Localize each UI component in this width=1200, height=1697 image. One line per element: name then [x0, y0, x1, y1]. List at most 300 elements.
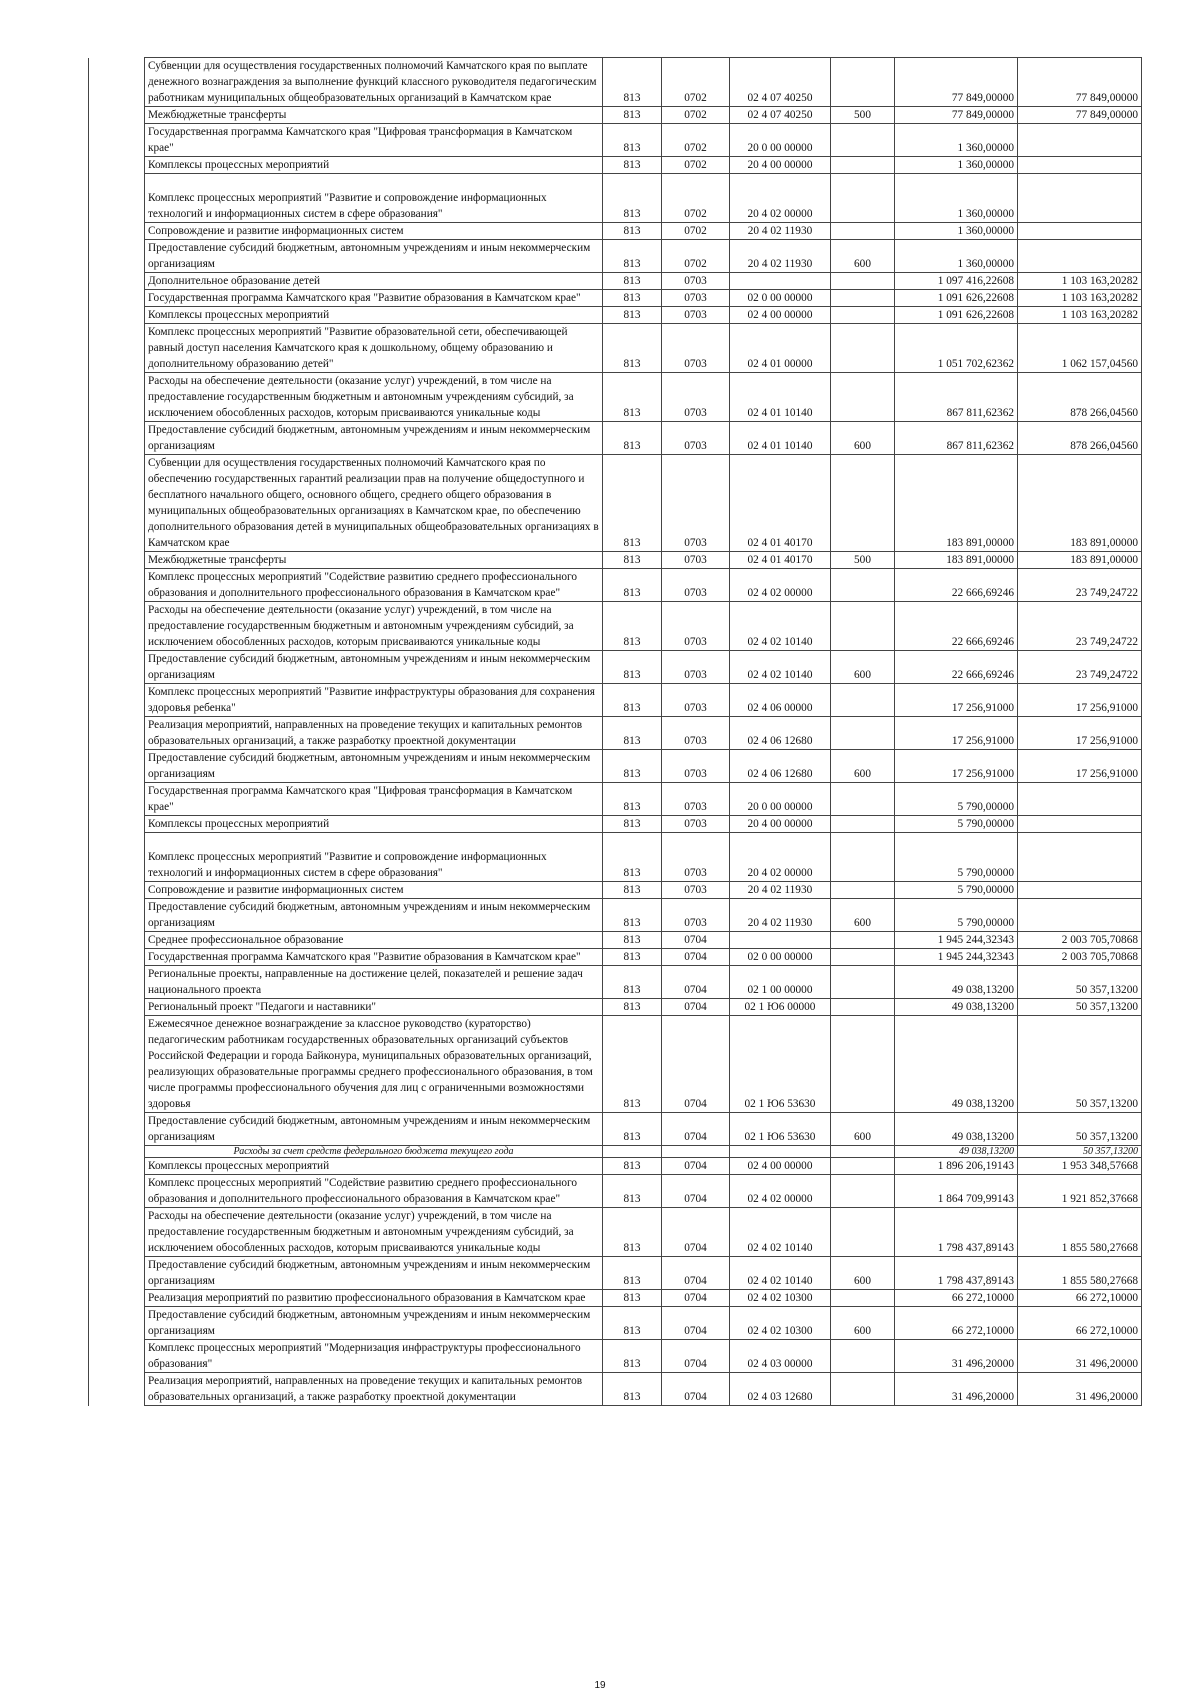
- section-code: 0703: [662, 290, 730, 307]
- target-item-code: 02 4 02 10300: [730, 1307, 831, 1340]
- table-row: [89, 240, 1142, 273]
- ministry-code: 813: [603, 124, 662, 157]
- amount-year-1: 66 272,10000: [895, 1290, 1018, 1307]
- table-row: [89, 816, 1142, 833]
- expense-type-code: [831, 932, 895, 949]
- section-code: 0702: [662, 174, 730, 223]
- expense-type-code: 600: [831, 240, 895, 273]
- margin-cell: [89, 373, 145, 422]
- amount-year-1: 867 811,62362: [895, 422, 1018, 455]
- amount-year-1: 22 666,69246: [895, 651, 1018, 684]
- amount-year-2: [1018, 223, 1142, 240]
- ministry-code: 813: [603, 1257, 662, 1290]
- amount-year-2: 77 849,00000: [1018, 58, 1142, 107]
- section-code: 0704: [662, 932, 730, 949]
- section-code: 0703: [662, 422, 730, 455]
- section-code: 0704: [662, 1340, 730, 1373]
- ministry-code: 813: [603, 1290, 662, 1307]
- amount-year-2: 1 062 157,04560: [1018, 324, 1142, 373]
- amount-year-2: 31 496,20000: [1018, 1373, 1142, 1406]
- expense-type-code: [831, 174, 895, 223]
- section-code: 0703: [662, 373, 730, 422]
- item-name: Комплекс процессных мероприятий "Содействие развитию среднего профессионального образования и дополнительного профессионального образования в Камчатском крае": [145, 569, 603, 602]
- section-code: [662, 1146, 730, 1158]
- margin-cell: [89, 1158, 145, 1175]
- ministry-code: 813: [603, 422, 662, 455]
- ministry-code: 813: [603, 455, 662, 552]
- amount-year-2: 1 921 852,37668: [1018, 1175, 1142, 1208]
- table-row: [89, 1113, 1142, 1146]
- target-item-code: 02 4 03 12680: [730, 1373, 831, 1406]
- item-name: Межбюджетные трансферты: [145, 552, 603, 569]
- target-item-code: 02 1 00 00000: [730, 966, 831, 999]
- amount-year-1: 1 097 416,22608: [895, 273, 1018, 290]
- expense-type-code: [831, 157, 895, 174]
- table-row: [89, 1175, 1142, 1208]
- target-item-code: 20 4 00 00000: [730, 816, 831, 833]
- ministry-code: 813: [603, 58, 662, 107]
- section-code: 0703: [662, 717, 730, 750]
- margin-cell: [89, 307, 145, 324]
- table-row: [89, 107, 1142, 124]
- amount-year-2: 50 357,13200: [1018, 999, 1142, 1016]
- target-item-code: [730, 932, 831, 949]
- table-row: [89, 833, 1142, 882]
- target-item-code: 20 4 02 11930: [730, 240, 831, 273]
- margin-cell: [89, 157, 145, 174]
- table-row: [89, 455, 1142, 552]
- margin-cell: [89, 602, 145, 651]
- amount-year-2: 77 849,00000: [1018, 107, 1142, 124]
- target-item-code: 20 4 02 00000: [730, 174, 831, 223]
- expense-type-code: [831, 223, 895, 240]
- expense-type-code: [831, 273, 895, 290]
- amount-year-1: 17 256,91000: [895, 684, 1018, 717]
- section-code: 0702: [662, 157, 730, 174]
- amount-year-1: 1 945 244,32343: [895, 949, 1018, 966]
- section-code: 0703: [662, 307, 730, 324]
- target-item-code: 02 4 07 40250: [730, 58, 831, 107]
- item-name: Расходы на обеспечение деятельности (оказание услуг) учреждений, в том числе на предоставление государственным бюджетным и автономным учреждениям субсидий, за исключением обособленных расходов, которым присваиваются уникальные коды: [145, 602, 603, 651]
- amount-year-2: 1 855 580,27668: [1018, 1257, 1142, 1290]
- amount-year-1: 1 360,00000: [895, 240, 1018, 273]
- amount-year-2: 1 103 163,20282: [1018, 307, 1142, 324]
- section-code: 0703: [662, 569, 730, 602]
- table-row: [89, 750, 1142, 783]
- section-code: 0703: [662, 273, 730, 290]
- margin-cell: [89, 455, 145, 552]
- section-code: 0704: [662, 1175, 730, 1208]
- amount-year-1: 22 666,69246: [895, 602, 1018, 651]
- expense-type-code: 600: [831, 750, 895, 783]
- margin-cell: [89, 1290, 145, 1307]
- target-item-code: 02 4 06 00000: [730, 684, 831, 717]
- amount-year-2: 2 003 705,70868: [1018, 949, 1142, 966]
- item-name: Дополнительное образование детей: [145, 273, 603, 290]
- table-row: [89, 966, 1142, 999]
- margin-cell: [89, 58, 145, 107]
- amount-year-2: [1018, 157, 1142, 174]
- expense-type-code: [831, 1373, 895, 1406]
- table-row: [89, 717, 1142, 750]
- expense-type-code: 500: [831, 107, 895, 124]
- margin-cell: [89, 949, 145, 966]
- table-row: [89, 422, 1142, 455]
- target-item-code: 02 4 02 10300: [730, 1290, 831, 1307]
- section-code: 0704: [662, 1016, 730, 1113]
- expense-type-code: [831, 455, 895, 552]
- amount-year-2: 50 357,13200: [1018, 1016, 1142, 1113]
- amount-year-1: 1 051 702,62362: [895, 324, 1018, 373]
- item-name: Реализация мероприятий по развитию профессионального образования в Камчатском крае: [145, 1290, 603, 1307]
- target-item-code: 20 0 00 00000: [730, 783, 831, 816]
- table-row: [89, 569, 1142, 602]
- amount-year-1: 5 790,00000: [895, 816, 1018, 833]
- amount-year-1: 77 849,00000: [895, 58, 1018, 107]
- ministry-code: 813: [603, 1158, 662, 1175]
- target-item-code: 02 4 06 12680: [730, 717, 831, 750]
- table-row: [89, 552, 1142, 569]
- table-row: [89, 899, 1142, 932]
- section-code: 0703: [662, 816, 730, 833]
- target-item-code: 02 4 02 10140: [730, 651, 831, 684]
- target-item-code: 02 4 01 40170: [730, 552, 831, 569]
- ministry-code: 813: [603, 966, 662, 999]
- table-row: [89, 1016, 1142, 1113]
- ministry-code: 813: [603, 932, 662, 949]
- amount-year-2: [1018, 816, 1142, 833]
- margin-cell: [89, 932, 145, 949]
- item-name: Комплексы процессных мероприятий: [145, 1158, 603, 1175]
- ministry-code: 813: [603, 684, 662, 717]
- budget-table-body: [89, 58, 1142, 1406]
- ministry-code: 813: [603, 882, 662, 899]
- target-item-code: 20 0 00 00000: [730, 124, 831, 157]
- amount-year-1: 17 256,91000: [895, 750, 1018, 783]
- table-row: [89, 157, 1142, 174]
- target-item-code: 02 4 00 00000: [730, 307, 831, 324]
- amount-year-2: 1 953 348,57668: [1018, 1158, 1142, 1175]
- margin-cell: [89, 899, 145, 932]
- amount-year-2: 183 891,00000: [1018, 552, 1142, 569]
- amount-year-2: 17 256,91000: [1018, 684, 1142, 717]
- target-item-code: 02 4 02 10140: [730, 1208, 831, 1257]
- amount-year-1: 1 360,00000: [895, 223, 1018, 240]
- item-name: Сопровождение и развитие информационных систем: [145, 223, 603, 240]
- item-name: Реализация мероприятий, направленных на проведение текущих и капитальных ремонтов образовательных организаций, а также разработку проектной документации: [145, 717, 603, 750]
- section-code: 0702: [662, 107, 730, 124]
- ministry-code: 813: [603, 552, 662, 569]
- item-name: Государственная программа Камчатского края "Цифровая трансформация в Камчатском крае": [145, 124, 603, 157]
- margin-cell: [89, 124, 145, 157]
- amount-year-2: 23 749,24722: [1018, 651, 1142, 684]
- expense-type-code: [831, 1290, 895, 1307]
- expense-type-code: 600: [831, 899, 895, 932]
- item-name: Предоставление субсидий бюджетным, автономным учреждениям и иным некоммерческим организациям: [145, 1307, 603, 1340]
- amount-year-1: 49 038,13200: [895, 1016, 1018, 1113]
- table-row: [89, 1158, 1142, 1175]
- amount-year-1: 1 864 709,99143: [895, 1175, 1018, 1208]
- section-code: 0704: [662, 1158, 730, 1175]
- margin-cell: [89, 1373, 145, 1406]
- amount-year-2: [1018, 174, 1142, 223]
- amount-year-2: [1018, 833, 1142, 882]
- amount-year-2: [1018, 240, 1142, 273]
- expense-type-code: [831, 1175, 895, 1208]
- expense-type-code: [831, 882, 895, 899]
- amount-year-1: 5 790,00000: [895, 783, 1018, 816]
- item-name: Расходы на обеспечение деятельности (оказание услуг) учреждений, в том числе на предоставление государственным бюджетным и автономным учреждениям субсидий, за исключением обособленных расходов, которым присваиваются уникальные коды: [145, 373, 603, 422]
- target-item-code: 02 4 01 40170: [730, 455, 831, 552]
- target-item-code: 02 4 07 40250: [730, 107, 831, 124]
- item-name: Ежемесячное денежное вознаграждение за классное руководство (кураторство) педагогическим работникам государственных образовательных организаций субъектов Российской Федерации и города Байконура, муниципальных образовательных организаций, реализующих образовательные программы среднего профессионального образования, в том числе программы профессионального обучения для лиц с ограниченными возможностями здоровья: [145, 1016, 603, 1113]
- target-item-code: 02 0 00 00000: [730, 290, 831, 307]
- expense-type-code: 600: [831, 1307, 895, 1340]
- expense-type-code: [831, 816, 895, 833]
- expense-type-code: [831, 1146, 895, 1158]
- table-row: [89, 124, 1142, 157]
- target-item-code: 02 0 00 00000: [730, 949, 831, 966]
- ministry-code: 813: [603, 999, 662, 1016]
- margin-cell: [89, 223, 145, 240]
- amount-year-1: 5 790,00000: [895, 882, 1018, 899]
- ministry-code: 813: [603, 324, 662, 373]
- table-row: [89, 58, 1142, 107]
- target-item-code: 20 4 02 11930: [730, 223, 831, 240]
- item-name: Расходы на обеспечение деятельности (оказание услуг) учреждений, в том числе на предоставление государственным бюджетным и автономным учреждениям субсидий, за исключением обособленных расходов, которым присваиваются уникальные коды: [145, 1208, 603, 1257]
- expense-type-code: [831, 999, 895, 1016]
- expense-type-code: [831, 717, 895, 750]
- amount-year-1: 66 272,10000: [895, 1307, 1018, 1340]
- section-code: 0704: [662, 949, 730, 966]
- amount-year-2: [1018, 899, 1142, 932]
- margin-cell: [89, 552, 145, 569]
- table-row: [89, 602, 1142, 651]
- section-code: 0703: [662, 899, 730, 932]
- ministry-code: 813: [603, 107, 662, 124]
- ministry-code: 813: [603, 833, 662, 882]
- amount-year-1: 49 038,13200: [895, 999, 1018, 1016]
- margin-cell: [89, 107, 145, 124]
- margin-cell: [89, 833, 145, 882]
- table-row: [89, 882, 1142, 899]
- amount-year-1: 49 038,13200: [895, 1113, 1018, 1146]
- amount-year-1: 1 798 437,89143: [895, 1257, 1018, 1290]
- amount-year-2: 50 357,13200: [1018, 1113, 1142, 1146]
- expense-type-code: [831, 373, 895, 422]
- section-code: 0704: [662, 1290, 730, 1307]
- section-code: 0702: [662, 240, 730, 273]
- expense-type-code: [831, 58, 895, 107]
- section-code: 0704: [662, 1208, 730, 1257]
- target-item-code: [730, 1146, 831, 1158]
- margin-cell: [89, 966, 145, 999]
- target-item-code: 02 4 01 00000: [730, 324, 831, 373]
- expense-type-code: [831, 684, 895, 717]
- table-row: [89, 324, 1142, 373]
- ministry-code: 813: [603, 1113, 662, 1146]
- table-row: [89, 651, 1142, 684]
- expense-type-code: [831, 324, 895, 373]
- item-name: Комплексы процессных мероприятий: [145, 307, 603, 324]
- margin-cell: [89, 1307, 145, 1340]
- amount-year-2: 1 855 580,27668: [1018, 1208, 1142, 1257]
- target-item-code: 02 4 06 12680: [730, 750, 831, 783]
- ministry-code: 813: [603, 949, 662, 966]
- margin-cell: [89, 651, 145, 684]
- ministry-code: 813: [603, 1307, 662, 1340]
- table-row: [89, 1208, 1142, 1257]
- section-code: 0703: [662, 783, 730, 816]
- margin-cell: [89, 569, 145, 602]
- ministry-code: 813: [603, 569, 662, 602]
- amount-year-2: 878 266,04560: [1018, 373, 1142, 422]
- margin-cell: [89, 1016, 145, 1113]
- margin-cell: [89, 999, 145, 1016]
- target-item-code: 02 4 00 00000: [730, 1158, 831, 1175]
- target-item-code: 02 4 02 10140: [730, 602, 831, 651]
- expense-type-code: [831, 1016, 895, 1113]
- margin-cell: [89, 1146, 145, 1158]
- amount-year-2: 23 749,24722: [1018, 602, 1142, 651]
- table-row: [89, 1290, 1142, 1307]
- margin-cell: [89, 290, 145, 307]
- margin-cell: [89, 882, 145, 899]
- section-code: 0704: [662, 1307, 730, 1340]
- margin-cell: [89, 1340, 145, 1373]
- target-item-code: 02 4 02 00000: [730, 569, 831, 602]
- expense-type-code: [831, 1340, 895, 1373]
- table-row: [89, 932, 1142, 949]
- amount-year-1: 17 256,91000: [895, 717, 1018, 750]
- item-name: Субвенции для осуществления государственных полномочий Камчатского края по выплате денежного вознаграждения за выполнение функций классного руководителя педагогическим работникам муниципальных общеобразовательных организаций в Камчатском крае: [145, 58, 603, 107]
- margin-cell: [89, 750, 145, 783]
- amount-year-2: 66 272,10000: [1018, 1290, 1142, 1307]
- target-item-code: 20 4 02 11930: [730, 899, 831, 932]
- margin-cell: [89, 783, 145, 816]
- item-name: Государственная программа Камчатского края "Развитие образования в Камчатском крае": [145, 290, 603, 307]
- section-code: 0704: [662, 1373, 730, 1406]
- expense-type-code: 600: [831, 651, 895, 684]
- margin-cell: [89, 1257, 145, 1290]
- ministry-code: [603, 1146, 662, 1158]
- amount-year-2: 66 272,10000: [1018, 1307, 1142, 1340]
- amount-year-1: 1 360,00000: [895, 174, 1018, 223]
- ministry-code: 813: [603, 1340, 662, 1373]
- table-row: [89, 290, 1142, 307]
- section-code: 0704: [662, 1113, 730, 1146]
- amount-year-2: 183 891,00000: [1018, 455, 1142, 552]
- expense-type-code: [831, 569, 895, 602]
- expense-type-code: [831, 949, 895, 966]
- margin-cell: [89, 1175, 145, 1208]
- section-code: 0702: [662, 223, 730, 240]
- ministry-code: 813: [603, 1016, 662, 1113]
- table-row: [89, 1146, 1142, 1158]
- table-row: [89, 1257, 1142, 1290]
- item-name: Комплекс процессных мероприятий "Развитие образовательной сети, обеспечивающей равный доступ населения Камчатского края к дошкольному, общему образованию и дополнительному образованию детей": [145, 324, 603, 373]
- expense-type-code: [831, 290, 895, 307]
- section-code: 0704: [662, 1257, 730, 1290]
- ministry-code: 813: [603, 174, 662, 223]
- section-code: 0702: [662, 58, 730, 107]
- amount-year-1: 31 496,20000: [895, 1373, 1018, 1406]
- target-item-code: 02 1 Ю6 53630: [730, 1016, 831, 1113]
- amount-year-1: 77 849,00000: [895, 107, 1018, 124]
- item-name: Предоставление субсидий бюджетным, автономным учреждениям и иным некоммерческим организациям: [145, 750, 603, 783]
- amount-year-2: [1018, 124, 1142, 157]
- item-name: Реализация мероприятий, направленных на проведение текущих и капитальных ремонтов образовательных организаций, а также разработку проектной документации: [145, 1373, 603, 1406]
- target-item-code: 02 1 Ю6 53630: [730, 1113, 831, 1146]
- ministry-code: 813: [603, 373, 662, 422]
- ministry-code: 813: [603, 750, 662, 783]
- margin-cell: [89, 174, 145, 223]
- ministry-code: 813: [603, 273, 662, 290]
- margin-cell: [89, 324, 145, 373]
- item-name: Комплекс процессных мероприятий "Развитие и сопровождение информационных технологий и информационных систем в сфере образования": [145, 174, 603, 223]
- amount-year-1: 1 091 626,22608: [895, 307, 1018, 324]
- section-code: 0702: [662, 124, 730, 157]
- table-row: [89, 273, 1142, 290]
- target-item-code: 02 4 01 10140: [730, 422, 831, 455]
- item-name: Расходы за счет средств федерального бюджета текущего года: [145, 1146, 603, 1158]
- ministry-code: 813: [603, 290, 662, 307]
- expense-type-code: [831, 307, 895, 324]
- expense-type-code: [831, 602, 895, 651]
- margin-cell: [89, 240, 145, 273]
- amount-year-1: 5 790,00000: [895, 833, 1018, 882]
- item-name: Комплексы процессных мероприятий: [145, 157, 603, 174]
- ministry-code: 813: [603, 899, 662, 932]
- item-name: Государственная программа Камчатского края "Развитие образования в Камчатском крае": [145, 949, 603, 966]
- ministry-code: 813: [603, 1373, 662, 1406]
- item-name: Региональные проекты, направленные на достижение целей, показателей и решение задач национального проекта: [145, 966, 603, 999]
- item-name: Комплекс процессных мероприятий "Развитие инфраструктуры образования для сохранения здоровья ребенка": [145, 684, 603, 717]
- table-row: [89, 1340, 1142, 1373]
- amount-year-1: 22 666,69246: [895, 569, 1018, 602]
- amount-year-2: 1 103 163,20282: [1018, 273, 1142, 290]
- table-row: [89, 999, 1142, 1016]
- margin-cell: [89, 422, 145, 455]
- amount-year-2: 50 357,13200: [1018, 966, 1142, 999]
- item-name: Государственная программа Камчатского края "Цифровая трансформация в Камчатском крае": [145, 783, 603, 816]
- item-name: Предоставление субсидий бюджетным, автономным учреждениям и иным некоммерческим организациям: [145, 1113, 603, 1146]
- amount-year-1: 1 896 206,19143: [895, 1158, 1018, 1175]
- expense-type-code: [831, 1208, 895, 1257]
- target-item-code: [730, 273, 831, 290]
- ministry-code: 813: [603, 1208, 662, 1257]
- ministry-code: 813: [603, 783, 662, 816]
- expense-type-code: 600: [831, 1257, 895, 1290]
- amount-year-1: 867 811,62362: [895, 373, 1018, 422]
- ministry-code: 813: [603, 816, 662, 833]
- amount-year-2: 23 749,24722: [1018, 569, 1142, 602]
- item-name: Межбюджетные трансферты: [145, 107, 603, 124]
- amount-year-2: 878 266,04560: [1018, 422, 1142, 455]
- target-item-code: 02 4 02 10140: [730, 1257, 831, 1290]
- margin-cell: [89, 1113, 145, 1146]
- table-row: [89, 949, 1142, 966]
- section-code: 0703: [662, 602, 730, 651]
- section-code: 0703: [662, 324, 730, 373]
- amount-year-2: 17 256,91000: [1018, 717, 1142, 750]
- ministry-code: 813: [603, 223, 662, 240]
- table-row: [89, 1307, 1142, 1340]
- table-row: [89, 1373, 1142, 1406]
- section-code: 0703: [662, 833, 730, 882]
- amount-year-2: 2 003 705,70868: [1018, 932, 1142, 949]
- expense-type-code: [831, 966, 895, 999]
